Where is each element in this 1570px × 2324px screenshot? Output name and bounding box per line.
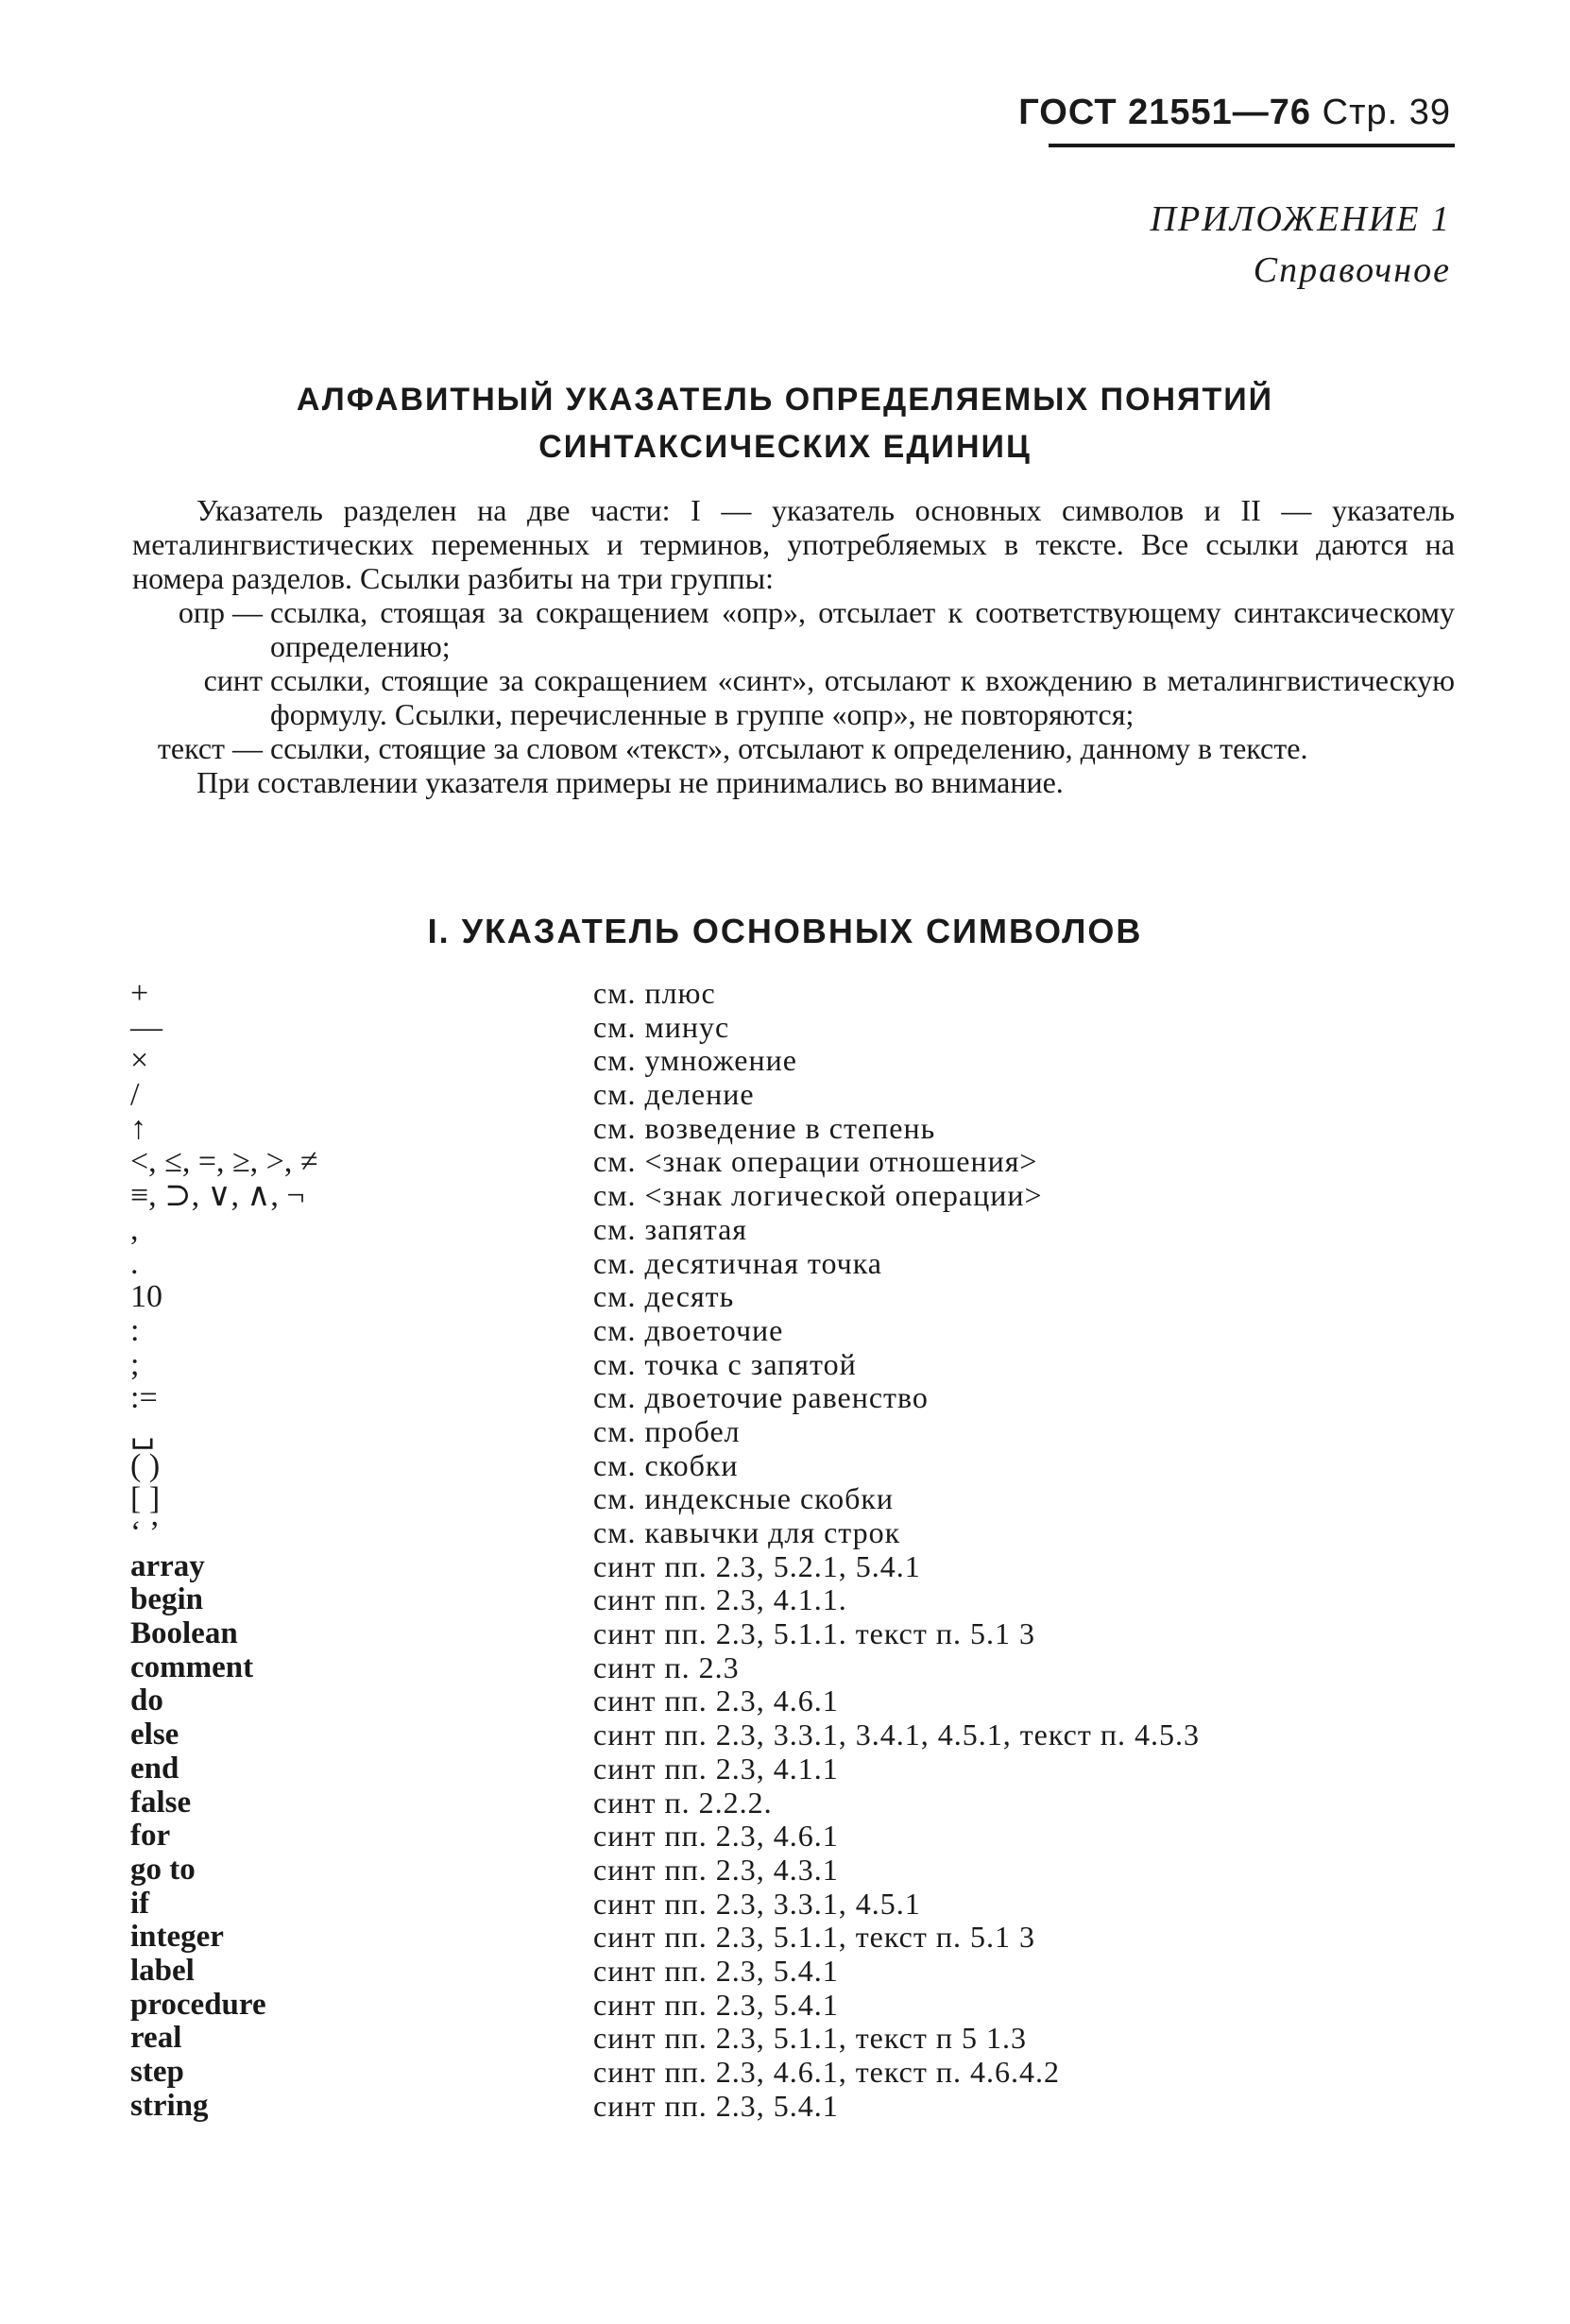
reference-description: ссылки, стоящие за словом «текст», отсылают к определению, данному в тексте. — [270, 731, 1308, 765]
index-symbol: procedure — [130, 1987, 266, 2022]
index-reference: см. минус — [593, 1009, 730, 1044]
index-entry — [130, 1752, 1472, 1786]
index-symbol: — — [130, 1009, 162, 1045]
index-reference: синт пп. 2.3, 3.3.1, 3.4.1, 4.5.1, текст п. 4.5.3 — [593, 1717, 1200, 1752]
index-reference: синт п. 2.3 — [593, 1649, 740, 1684]
index-reference: см. десять — [593, 1279, 735, 1314]
reference-term: текст — — [157, 731, 263, 765]
index-reference: см. точка с запятой — [593, 1346, 857, 1381]
index-symbol: , — [130, 1211, 139, 1247]
index-entry — [130, 1989, 1472, 2023]
header-rule — [1049, 144, 1455, 147]
index-reference: синт пп. 2.3, 5.1.1. текст п. 5.1 3 — [593, 1616, 1035, 1651]
index-symbol: := — [130, 1380, 158, 1416]
index-reference: см. двоеточие — [593, 1312, 784, 1347]
index-symbol: 10 — [130, 1279, 162, 1315]
index-entry — [130, 1516, 1472, 1550]
index-symbol: ≡, ⊃, ∨, ∧, ¬ — [130, 1178, 305, 1214]
index-reference: см. скобки — [593, 1447, 739, 1482]
index-reference: синт пп. 2.3, 4.1.1. — [593, 1582, 847, 1617]
appendix-subtitle: Справочное — [1253, 250, 1451, 290]
reference-group-opr — [132, 595, 1455, 663]
index-symbol: × — [130, 1043, 149, 1079]
index-reference: см. умножение — [593, 1043, 797, 1078]
index-symbol: ( ) — [130, 1447, 161, 1483]
section-title: I. УКАЗАТЕЛЬ ОСНОВНЫХ СИМВОЛОВ — [427, 912, 1143, 950]
index-reference: см. плюс — [593, 976, 716, 1010]
index-reference: см. пробел — [593, 1413, 741, 1448]
index-entry — [130, 1718, 1472, 1752]
index-symbol: do — [130, 1683, 163, 1718]
index-reference: синт пп. 2.3, 4.3.1 — [593, 1852, 839, 1887]
index-symbol: real — [130, 2021, 182, 2056]
index-symbol: label — [130, 1953, 195, 1988]
index-entry — [130, 1955, 1472, 1989]
index-symbol: false — [130, 1785, 192, 1820]
reference-group-sint — [132, 663, 1455, 731]
title-line-1: АЛФАВИТНЫЙ УКАЗАТЕЛЬ ОПРЕДЕЛЯЕМЫХ ПОНЯТИЙ — [296, 382, 1274, 418]
index-reference: синт пп. 2.3, 5.4.1 — [593, 1987, 839, 2022]
index-entry — [130, 1583, 1472, 1617]
index-symbol: + — [130, 976, 149, 1011]
index-reference: см. <знак операции отношения> — [593, 1144, 1038, 1179]
index-entry — [130, 1921, 1472, 1955]
index-reference: синт пп. 2.3, 4.6.1 — [593, 1683, 839, 1718]
intro-text — [132, 493, 1455, 799]
index-symbol: <, ≤, =, ≥, >, ≠ — [130, 1144, 318, 1180]
index-symbol: array — [130, 1548, 205, 1583]
index-reference: см. запятая — [593, 1211, 748, 1246]
index-entry — [130, 2090, 1472, 2124]
index-reference: см. возведение в степень — [593, 1110, 936, 1145]
index-entry — [130, 1854, 1472, 1888]
index-entry — [130, 1044, 1472, 1078]
index-symbol: if — [130, 1886, 150, 1921]
index-entry — [130, 1651, 1472, 1685]
title-line-2: СИНТАКСИЧЕСКИХ ЕДИНИЦ — [538, 429, 1032, 465]
index-symbol: / — [130, 1077, 140, 1113]
index-entry — [130, 1179, 1472, 1213]
index-symbol: comment — [130, 1649, 254, 1684]
reference-description: ссылки, стоящие за сокращением «синт», отсылают к вхождению в металингвистическую формулу. Ссылки, перечисленные в группе «опр», не повторяются; — [270, 663, 1455, 731]
index-entry — [130, 1078, 1472, 1112]
appendix-block — [1151, 194, 1451, 296]
index-entry — [130, 977, 1472, 1011]
document-title — [0, 376, 1570, 470]
index-entry — [130, 1617, 1472, 1651]
reference-group-text — [132, 731, 1455, 765]
index-entry — [130, 1684, 1472, 1718]
index-symbol: ‘ ’ — [130, 1515, 161, 1550]
index-reference: синт пп. 2.3, 5.2.1, 5.4.1 — [593, 1548, 921, 1583]
index-entry — [130, 1820, 1472, 1854]
page-number: Стр. 39 — [1322, 93, 1451, 132]
index-symbol: ; — [130, 1346, 140, 1382]
index-reference: синт пп. 2.3, 5.1.1, текст п 5 1.3 — [593, 2021, 1027, 2056]
index-entry — [130, 1011, 1472, 1045]
index-reference: синт пп. 2.3, 4.6.1 — [593, 1819, 839, 1854]
index-entry — [130, 1888, 1472, 1922]
index-entry — [130, 1145, 1472, 1179]
index-entry — [130, 1381, 1472, 1415]
index-entry — [130, 1213, 1472, 1247]
index-symbol: ␣ — [130, 1413, 155, 1449]
index-reference: синт пп. 2.3, 5.4.1 — [593, 1953, 839, 1988]
symbol-index — [130, 977, 1472, 2123]
index-reference: синт п. 2.2.2. — [593, 1785, 773, 1820]
index-symbol: Boolean — [130, 1616, 238, 1651]
index-symbol: end — [130, 1751, 179, 1786]
page-header — [1018, 93, 1451, 133]
index-symbol: for — [130, 1819, 171, 1854]
index-reference: см. <знак логической операции> — [593, 1178, 1043, 1213]
index-symbol: integer — [130, 1920, 224, 1955]
index-reference: синт пп. 2.3, 5.1.1, текст п. 5.1 3 — [593, 1920, 1035, 1955]
appendix-title: ПРИЛОЖЕНИЕ 1 — [1150, 199, 1451, 239]
standard-number: ГОСТ 21551—76 — [1018, 93, 1312, 132]
index-entry — [130, 2022, 1472, 2056]
index-entry — [130, 1449, 1472, 1483]
index-symbol: . — [130, 1245, 139, 1281]
index-entry — [130, 2056, 1472, 2090]
index-reference: синт пп. 2.3, 4.1.1 — [593, 1751, 839, 1786]
index-entry — [130, 1482, 1472, 1516]
index-reference: см. двоеточие равенство — [593, 1380, 929, 1415]
index-entry — [130, 1786, 1472, 1820]
index-entry — [130, 1280, 1472, 1314]
index-entry — [130, 1247, 1472, 1281]
reference-term: опр — — [178, 595, 263, 629]
index-entry — [130, 1415, 1472, 1449]
intro-note: При составлении указателя примеры не принимались во внимание. — [196, 765, 1064, 799]
index-reference: см. деление — [593, 1077, 755, 1112]
index-symbol: [ ] — [130, 1481, 161, 1517]
index-symbol: string — [130, 2088, 209, 2123]
index-symbol: step — [130, 2055, 184, 2089]
index-reference: см. десятичная точка — [593, 1245, 882, 1280]
index-symbol: begin — [130, 1582, 204, 1617]
index-entry — [130, 1314, 1472, 1348]
index-reference: синт пп. 2.3, 3.3.1, 4.5.1 — [593, 1886, 921, 1921]
index-entry — [130, 1550, 1472, 1584]
index-entry — [130, 1112, 1472, 1146]
index-symbol: go to — [130, 1852, 196, 1887]
index-entry — [130, 1348, 1472, 1382]
reference-description: ссылка, стоящая за сокращением «опр», отсылает к соответствующему синтаксическому определению; — [270, 595, 1455, 663]
index-reference: синт пп. 2.3, 5.4.1 — [593, 2088, 839, 2123]
index-reference: синт пп. 2.3, 4.6.1, текст п. 4.6.4.2 — [593, 2055, 1060, 2089]
reference-term: синт — [203, 663, 263, 697]
index-symbol: : — [130, 1312, 140, 1348]
index-reference: см. индексные скобки — [593, 1481, 895, 1516]
index-symbol: else — [130, 1717, 179, 1752]
index-reference: см. кавычки для строк — [593, 1515, 901, 1549]
index-symbol: ↑ — [130, 1110, 146, 1146]
intro-paragraph: Указатель разделен на две части: I — указатель основных символов и II — указатель металингвистических переменных и терминов, употребляемых в тексте. Все ссылки даются на номера разделов. Ссылки разбиты на три группы: — [132, 493, 1456, 595]
